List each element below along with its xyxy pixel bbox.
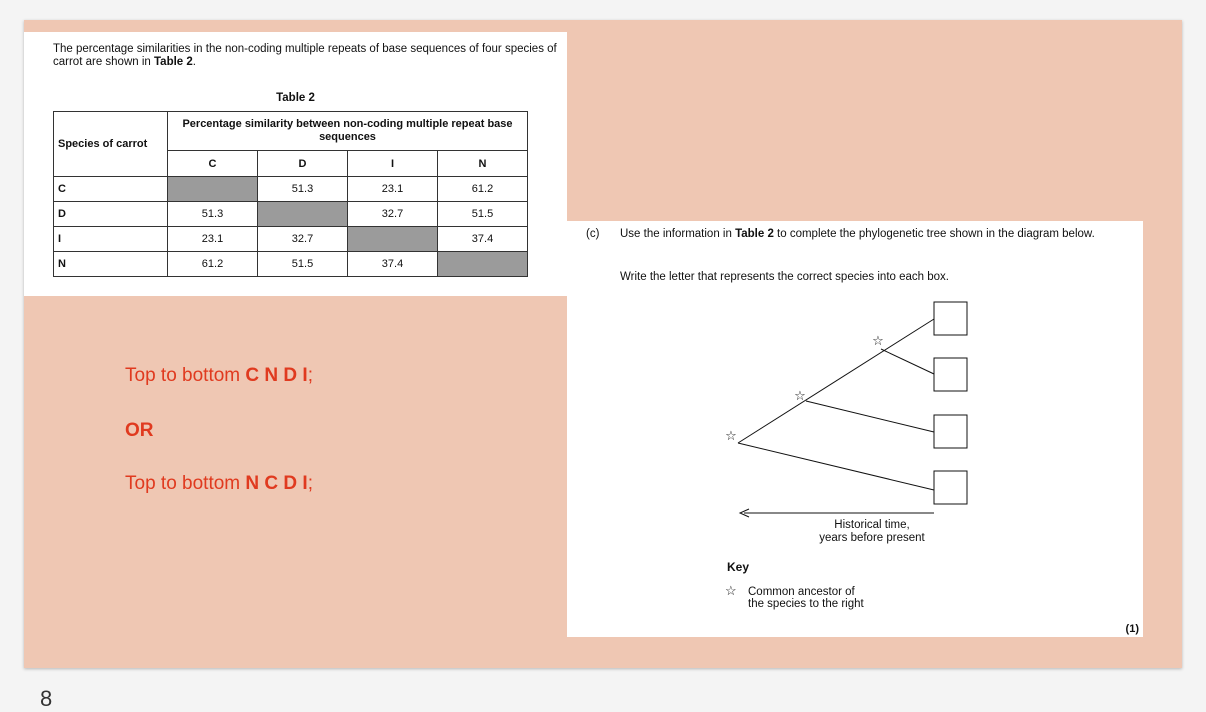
row-header: D [54, 202, 168, 227]
tree-branch [881, 349, 934, 374]
table-caption: Table 2 [276, 92, 315, 104]
time-axis-label [772, 519, 972, 545]
answer-line-1: Top to bottom C N D I; [125, 365, 313, 386]
ancestor-star-icon: ☆ [872, 334, 884, 349]
key-title: Key [727, 560, 750, 574]
column-header: C [168, 151, 258, 177]
question-text: Use the information in Table 2 to complete the phylogenetic tree shown in the diagram below. [620, 228, 1095, 240]
key-text [748, 586, 864, 610]
shaded-cell [258, 202, 348, 227]
similarity-header: Percentage similarity between non-coding multiple repeat base sequences [168, 112, 528, 151]
answer-or: OR [125, 420, 154, 441]
table-cell: 32.7 [348, 202, 438, 227]
column-header: D [258, 151, 348, 177]
table-cell: 51.3 [258, 177, 348, 202]
table-cell: 61.2 [168, 252, 258, 277]
table-row [54, 202, 528, 227]
question-number: (c) [586, 228, 600, 240]
tree-branch [806, 401, 934, 432]
table-cell: 51.3 [168, 202, 258, 227]
column-header: N [438, 151, 528, 177]
phylogenetic-tree [567, 221, 1143, 637]
species-box[interactable] [934, 302, 967, 335]
table-cell: 23.1 [348, 177, 438, 202]
table-cell: 37.4 [348, 252, 438, 277]
column-header: I [348, 151, 438, 177]
table-row [54, 177, 528, 202]
table-row [54, 252, 528, 277]
ancestor-star-icon: ☆ [794, 389, 806, 404]
table-cell: 23.1 [168, 227, 258, 252]
key-text-line: the species to the right [748, 598, 864, 610]
question-panel [567, 221, 1143, 637]
row-header: I [54, 227, 168, 252]
marks-indicator: (1) [1125, 623, 1139, 635]
table-cell: 51.5 [438, 202, 528, 227]
table-cell: 32.7 [258, 227, 348, 252]
axis-label-line: years before present [819, 532, 925, 544]
species-box[interactable] [934, 358, 967, 391]
question-instruction: Write the letter that represents the correct species into each box. [620, 271, 949, 283]
table-cell: 51.5 [258, 252, 348, 277]
axis-label-line: Historical time, [834, 519, 910, 531]
key-star-icon: ☆ [725, 583, 737, 598]
table-cell: 37.4 [438, 227, 528, 252]
similarity-table [53, 111, 528, 277]
key-text-line: Common ancestor of [748, 586, 855, 598]
row-header: N [54, 252, 168, 277]
species-header: Species of carrot [54, 112, 168, 177]
species-box[interactable] [934, 415, 967, 448]
ancestor-star-icon: ☆ [725, 429, 737, 444]
table-row [54, 227, 528, 252]
intro-text: The percentage similarities in the non-coding multiple repeats of base sequences of four species of carrot are shown in Table 2. [53, 43, 557, 68]
table-cell: 61.2 [438, 177, 528, 202]
species-box[interactable] [934, 471, 967, 504]
table-panel [24, 32, 567, 296]
shaded-cell [168, 177, 258, 202]
page-number: 8 [40, 686, 53, 711]
row-header: C [54, 177, 168, 202]
shaded-cell [348, 227, 438, 252]
shaded-cell [438, 252, 528, 277]
tree-branch [738, 443, 934, 490]
answer-line-2: Top to bottom N C D I; [125, 473, 313, 494]
